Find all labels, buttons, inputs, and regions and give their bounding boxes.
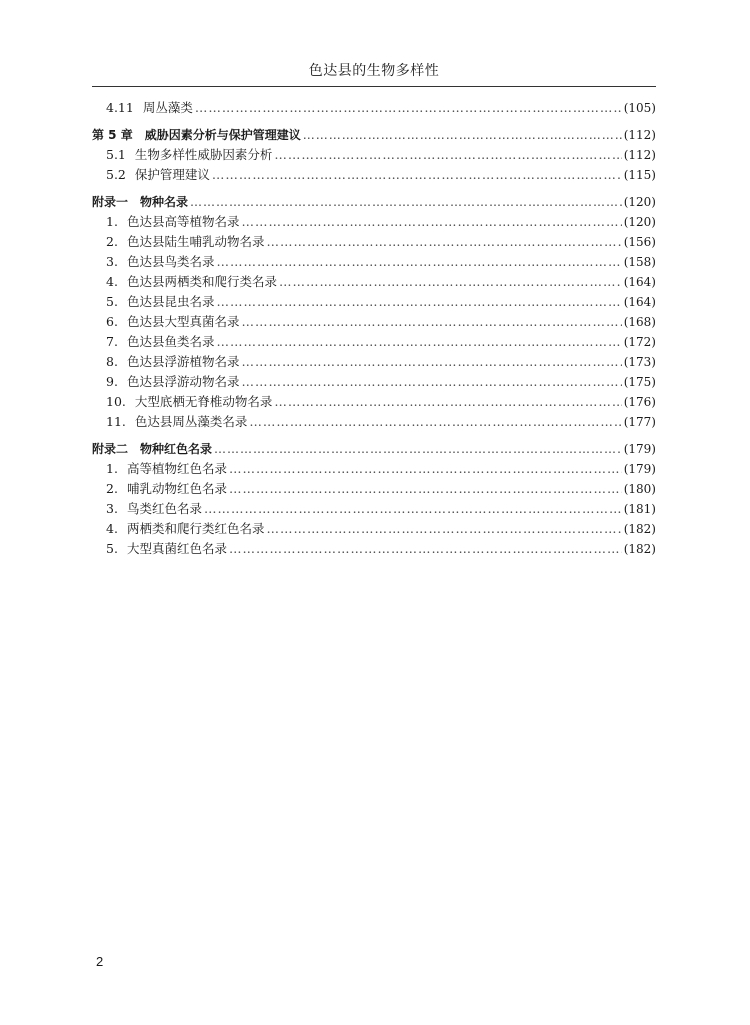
toc-entry[interactable]	[92, 232, 656, 252]
toc-entry-page: (115)	[623, 168, 656, 182]
toc-entry-title: 色达县高等植物名录	[126, 214, 240, 229]
dot-leader	[274, 145, 621, 165]
dot-leader	[241, 312, 621, 332]
toc-entry-number: 第 5 章	[92, 128, 133, 142]
toc-entry-page: (120)	[623, 195, 656, 209]
toc-entry[interactable]	[92, 499, 656, 519]
toc-entry[interactable]	[92, 312, 656, 332]
toc-entry-page: (172)	[623, 335, 656, 349]
toc-entry-number: 2.	[106, 234, 118, 249]
toc-entry-title: 色达县大型真菌名录	[126, 314, 240, 329]
toc-appendix[interactable]	[92, 439, 656, 459]
toc-entry-title: 威胁因素分析与保护管理建议	[144, 128, 301, 142]
toc-chapter[interactable]	[92, 125, 656, 145]
toc-entry-page: (105)	[623, 101, 656, 115]
toc-entry-title: 保护管理建议	[134, 167, 210, 182]
toc-entry-title: 大型真菌红色名录	[126, 541, 227, 556]
toc-entry-title: 色达县浮游动物名录	[126, 374, 240, 389]
toc-entry-title: 生物多样性威胁因素分析	[134, 147, 273, 162]
toc-entry-number: 4.	[106, 521, 118, 536]
dot-leader	[195, 98, 622, 118]
toc-entry[interactable]	[92, 372, 656, 392]
toc-entry[interactable]	[92, 539, 656, 559]
toc-entry-number: 附录二	[92, 442, 129, 456]
toc-entry[interactable]	[92, 332, 656, 352]
toc-entry[interactable]	[92, 412, 656, 432]
toc-entry-page: (179)	[623, 462, 656, 476]
toc-entry[interactable]	[92, 352, 656, 372]
dot-leader	[212, 165, 622, 185]
toc-entry-page: (164)	[623, 275, 656, 289]
toc-entry-page: (158)	[623, 255, 656, 269]
toc-entry-number: 5.1	[106, 147, 126, 162]
dot-leader	[266, 519, 621, 539]
dot-leader	[229, 479, 622, 499]
toc-entry-number: 1.	[106, 214, 118, 229]
dot-leader	[241, 212, 621, 232]
page-number: 2	[96, 954, 104, 969]
toc-entry[interactable]	[92, 519, 656, 539]
dot-leader	[241, 372, 621, 392]
toc-entry-title: 色达县昆虫名录	[126, 294, 215, 309]
dot-leader	[249, 412, 621, 432]
dot-leader	[274, 392, 621, 412]
toc-entry-title: 色达县鱼类名录	[126, 334, 215, 349]
toc-entry-page: (164)	[623, 295, 656, 309]
toc-entry[interactable]	[92, 272, 656, 292]
dot-leader	[216, 292, 621, 312]
toc-entry-number: 8.	[106, 354, 118, 369]
toc-entry-title: 色达县浮游植物名录	[126, 354, 240, 369]
toc-entry-number: 4.11	[106, 100, 134, 115]
toc-entry[interactable]	[92, 212, 656, 232]
toc-entry-number: 3.	[106, 501, 118, 516]
toc-entry-page: (176)	[623, 395, 656, 409]
dot-leader	[229, 459, 622, 479]
toc-entry-number: 2.	[106, 481, 118, 496]
toc-entry-number: 3.	[106, 254, 118, 269]
toc-entry-number: 9.	[106, 374, 118, 389]
toc-entry-title: 周丛藻类	[142, 100, 193, 115]
header-title: 色达县的生物多样性	[308, 63, 440, 79]
toc-entry-page: (179)	[623, 442, 656, 456]
table-of-contents	[92, 98, 656, 559]
toc-entry[interactable]	[92, 98, 656, 118]
toc-entry-number: 5.	[106, 294, 118, 309]
toc-entry-title: 鸟类红色名录	[126, 501, 202, 516]
toc-entry-page: (181)	[623, 502, 656, 516]
toc-entry-number: 7.	[106, 334, 118, 349]
toc-entry-page: (173)	[623, 355, 656, 369]
toc-entry-number: 4.	[106, 274, 118, 289]
dot-leader	[303, 125, 622, 145]
toc-entry-page: (112)	[623, 148, 656, 162]
toc-entry-number: 6.	[106, 314, 118, 329]
toc-entry[interactable]	[92, 392, 656, 412]
toc-entry-number: 11.	[106, 414, 126, 429]
toc-entry-page: (156)	[623, 235, 656, 249]
toc-entry-number: 附录一	[92, 195, 129, 209]
dot-leader	[266, 232, 621, 252]
dot-leader	[241, 352, 621, 372]
toc-entry-page: (112)	[623, 128, 656, 142]
toc-entry-title: 色达县两栖类和爬行类名录	[126, 274, 277, 289]
toc-entry-page: (175)	[623, 375, 656, 389]
toc-entry-number: 1.	[106, 461, 118, 476]
toc-appendix[interactable]	[92, 192, 656, 212]
dot-leader	[279, 272, 622, 292]
toc-entry[interactable]	[92, 479, 656, 499]
toc-entry-page: (177)	[623, 415, 656, 429]
toc-entry-page: (182)	[623, 522, 656, 536]
toc-entry[interactable]	[92, 165, 656, 185]
dot-leader	[204, 499, 622, 519]
toc-entry-number: 5.2	[106, 167, 126, 182]
toc-entry-title: 两栖类和爬行类红色名录	[126, 521, 265, 536]
dot-leader	[214, 439, 622, 459]
toc-entry-title: 物种名录	[140, 195, 189, 209]
toc-entry[interactable]	[92, 292, 656, 312]
dot-leader	[190, 192, 622, 212]
toc-entry-title: 色达县鸟类名录	[126, 254, 215, 269]
dot-leader	[229, 539, 622, 559]
dot-leader	[216, 252, 621, 272]
toc-entry-page: (168)	[623, 315, 656, 329]
toc-entry-number: 10.	[106, 394, 126, 409]
toc-entry-title: 高等植物红色名录	[126, 461, 227, 476]
toc-entry[interactable]	[92, 252, 656, 272]
toc-entry-page: (180)	[623, 482, 656, 496]
toc-entry-title: 大型底栖无脊椎动物名录	[134, 394, 273, 409]
toc-entry-page: (182)	[623, 542, 656, 556]
toc-entry-title: 哺乳动物红色名录	[126, 481, 227, 496]
running-header	[92, 60, 656, 87]
toc-entry[interactable]	[92, 145, 656, 165]
toc-entry-title: 色达县陆生哺乳动物名录	[126, 234, 265, 249]
toc-entry-number: 5.	[106, 541, 118, 556]
toc-entry-title: 物种红色名录	[140, 442, 213, 456]
dot-leader	[216, 332, 621, 352]
toc-entry-title: 色达县周丛藻类名录	[134, 414, 248, 429]
toc-entry-page: (120)	[623, 215, 656, 229]
toc-entry[interactable]	[92, 459, 656, 479]
